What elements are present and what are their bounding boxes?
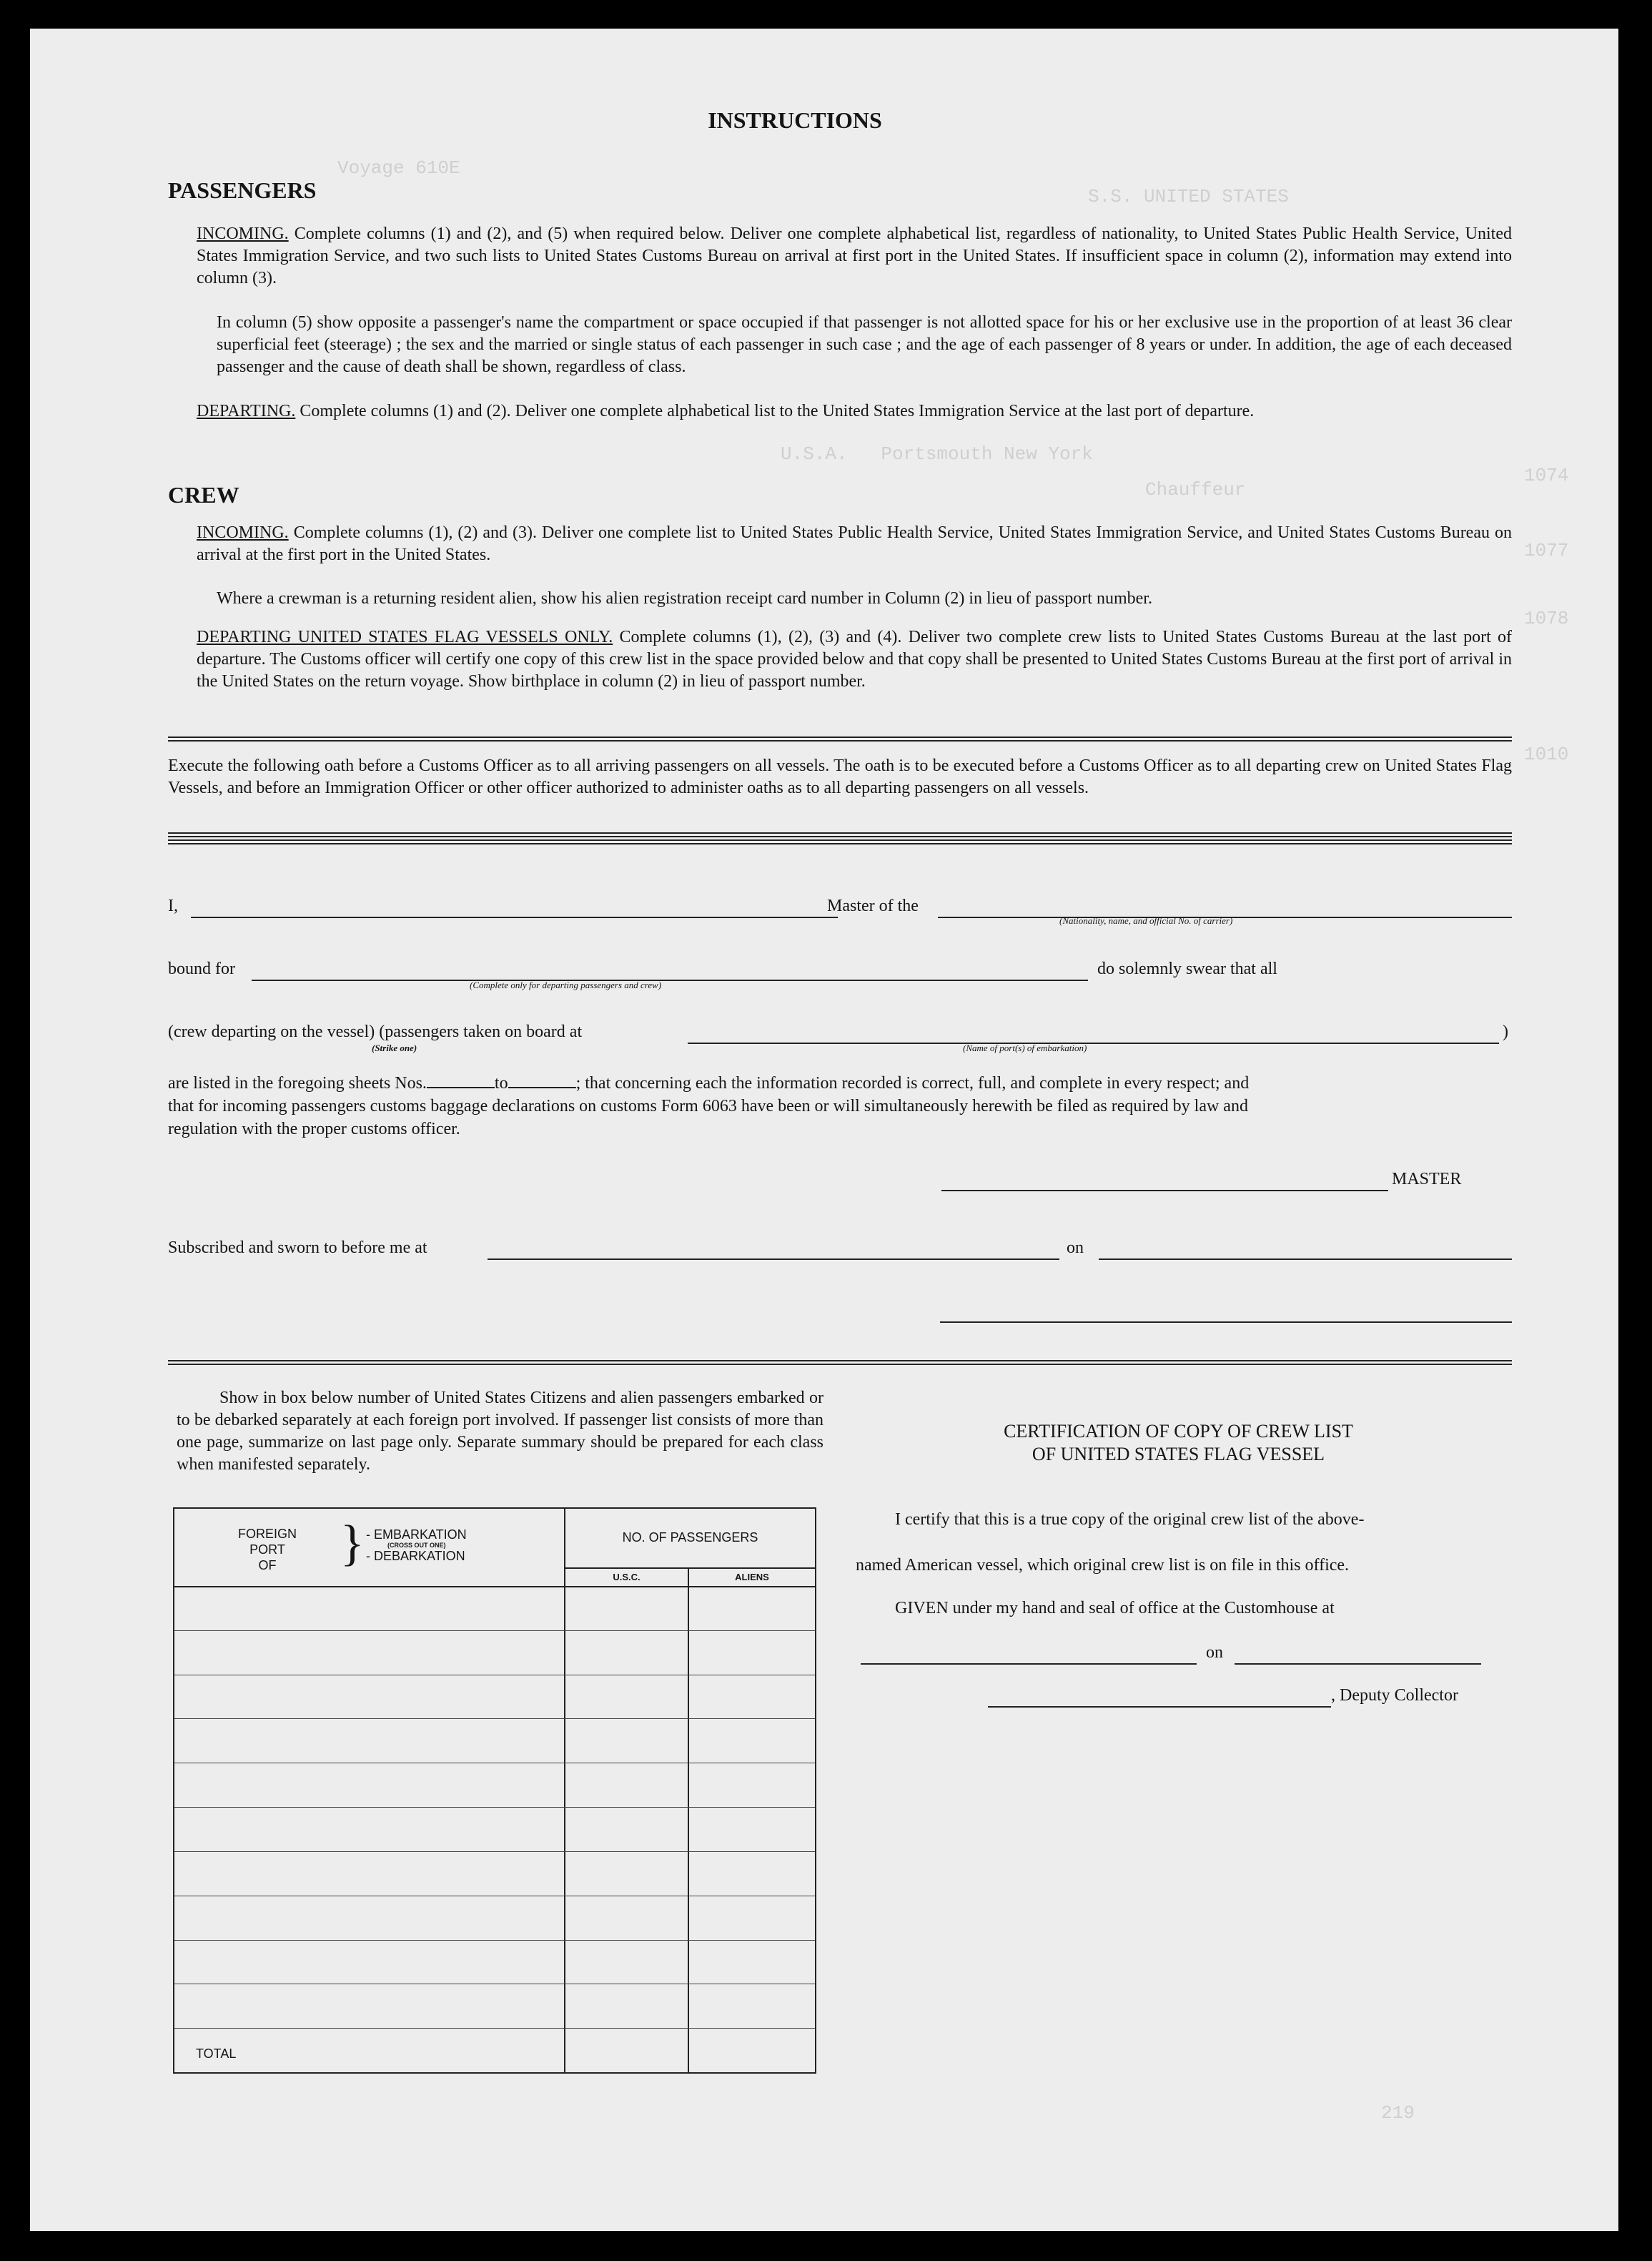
double-rule xyxy=(168,737,1512,742)
carrier-note: (Nationality, name, and official No. of carrier) xyxy=(1059,915,1233,926)
port-label xyxy=(210,1526,325,1573)
listed-line-3: regulation with the proper customs officer. xyxy=(168,1120,460,1138)
listed-correct-text: ; that concerning each the information recorded is correct, full, and complete in every respect; and xyxy=(575,1074,1250,1093)
certify-line-1: I certify that this is a true copy of the original crew list of the above- xyxy=(895,1510,1365,1529)
crew-heading: CREW xyxy=(168,482,239,508)
table-row-rule[interactable] xyxy=(174,1630,815,1631)
passengers-incoming-paragraph xyxy=(197,223,1512,290)
no-passengers-header: NO. OF PASSENGERS xyxy=(622,1530,758,1545)
listed-line-2: that for incoming passengers customs baggage declarations on customs Form 6063 have been or will simultaneously herewith be filed as required by law and xyxy=(168,1097,1248,1115)
bound-note: (Complete only for departing passengers and crew) xyxy=(470,980,662,990)
embark-label: - EMBARKATION xyxy=(366,1527,467,1542)
page-title: INSTRUCTIONS xyxy=(708,107,882,133)
double-rule xyxy=(168,839,1512,844)
deputy-signature-field[interactable] xyxy=(988,1706,1331,1708)
certification-title-line: CERTIFICATION OF COPY OF CREW LIST xyxy=(1004,1421,1353,1442)
table-row-rule[interactable] xyxy=(174,1851,815,1852)
crew-passengers-label: (crew departing on the vessel) (passengers taken on board at xyxy=(168,1023,583,1041)
passengers-departing-label: DEPARTING. xyxy=(197,402,296,420)
subscribed-on-label: on xyxy=(1067,1238,1084,1257)
passengers-column5-paragraph: In column (5) show opposite a passenger's name the compartment or space occupied if that passenger is not allotted space for his or her exclusive use in the proportion of at least 36 clear superficial feet (steerage) ; the sex and the married or single status of each passenger in such case ; and the age of each passenger of 8 years or under. In addition, the age of each deceased passenger and the cause of death shall be shown, regardless of class. xyxy=(217,313,1512,376)
passenger-summary-table xyxy=(173,1507,816,2074)
port-label-line: OF xyxy=(258,1558,277,1572)
certification-title-line: OF UNITED STATES FLAG VESSEL xyxy=(1032,1444,1325,1464)
subscribed-place-field[interactable] xyxy=(488,1258,1059,1260)
form-sheet xyxy=(30,29,1618,2231)
table-divider xyxy=(174,1586,815,1587)
sheet-to-field[interactable] xyxy=(508,1074,576,1088)
bound-for-field[interactable] xyxy=(252,980,1088,981)
table-row-rule[interactable] xyxy=(174,1940,815,1941)
passengers-incoming-text: Complete columns (1) and (2), and (5) when required below. Deliver one complete alphabetical list, regardless of nationality, to United States Public Health Service, United States Immigration Service, and two such lists to United States Customs Bureau on arrival at first port in the United States. If insufficient space in column (2), information may extend into column (3). xyxy=(197,225,1512,287)
i-label: I, xyxy=(168,897,178,915)
debark-label: - DEBARKATION xyxy=(366,1549,465,1563)
certification-title xyxy=(845,1420,1512,1466)
embarkation-ports-field[interactable] xyxy=(688,1043,1499,1044)
crew-incoming-paragraph xyxy=(197,522,1512,566)
master-label: MASTER xyxy=(1392,1170,1462,1188)
table-divider xyxy=(564,1509,565,2072)
subscribed-date-field[interactable] xyxy=(1099,1258,1512,1260)
master-signature-field[interactable] xyxy=(941,1190,1388,1191)
listed-label xyxy=(168,1074,1249,1093)
table-row-rule[interactable] xyxy=(174,1718,815,1719)
table-divider xyxy=(688,1567,689,2072)
crew-departing-text: Complete columns (1), (2), (3) and (4). Deliver two complete crew lists to United States Customs Bureau at the last port of departure. The Customs officer will certify one copy of this crew list in the space provided below and that copy shall be presented to United States Customs Bureau at the first port of arrival in the United States on the return voyage. Show birthplace in column (2) in lieu of passport number. xyxy=(197,628,1512,691)
port-label-line: PORT xyxy=(249,1542,285,1557)
bound-for-label: bound for xyxy=(168,960,235,978)
aliens-header: ALIENS xyxy=(735,1572,769,1582)
bleed-through-artifact: Chauffeur xyxy=(1145,479,1246,501)
table-row-rule[interactable] xyxy=(174,2028,815,2029)
bleed-through-artifact: 1078 xyxy=(1524,608,1569,629)
bleed-through-artifact: 219 xyxy=(1381,2102,1415,2124)
passengers-departing-text: Complete columns (1) and (2). Deliver one complete alphabetical list to the United States Immigration Service at the last port of departure. xyxy=(300,402,1255,420)
certify-line-3: GIVEN under my hand and seal of office at the Customhouse at xyxy=(895,1599,1335,1617)
bleed-through-artifact: 1010 xyxy=(1524,744,1569,765)
crew-departing-label: DEPARTING UNITED STATES FLAG VESSELS ONLY. xyxy=(197,628,613,646)
cross-out-note: (CROSS OUT ONE) xyxy=(387,1542,446,1549)
bleed-through-artifact: S.S. UNITED STATES xyxy=(1088,186,1289,207)
brace-symbol: } xyxy=(340,1516,365,1571)
table-divider xyxy=(565,1567,815,1569)
certify-line-2: named American vessel, which original crew list is on file in this office. xyxy=(856,1556,1350,1575)
passengers-heading: PASSENGERS xyxy=(168,177,317,203)
listed-sheets-label: are listed in the foregoing sheets Nos. xyxy=(168,1074,427,1093)
summary-instructions: Show in box below number of United States Citizens and alien passengers embarked or to be debarked separately at each foreign port involved. If passenger list consists of more than one page, summarize on last page only. Separate summary should be prepared for each class when manifested separately. xyxy=(177,1389,823,1474)
customhouse-field[interactable] xyxy=(861,1663,1197,1665)
double-rule xyxy=(168,832,1512,837)
bleed-through-artifact: U.S.A. Portsmouth New York xyxy=(781,443,1093,465)
subscribed-label: Subscribed and sworn to before me at xyxy=(168,1238,427,1257)
bleed-through-artifact: 1074 xyxy=(1524,465,1569,486)
master-of-label: Master of the xyxy=(827,897,919,915)
crew-incoming-text: Complete columns (1), (2) and (3). Deliver one complete list to United States Public Health Service, United States Immigration Service, and United States Customs Bureau on arrival at the first port in the United States. xyxy=(197,523,1512,564)
crew-incoming-label: INCOMING. xyxy=(197,523,289,542)
usc-header: U.S.C. xyxy=(613,1572,640,1582)
master-name-field[interactable] xyxy=(191,917,838,918)
listed-to-label: to xyxy=(494,1074,508,1093)
bleed-through-artifact: 1077 xyxy=(1524,540,1569,561)
table-row-rule[interactable] xyxy=(174,1807,815,1808)
close-paren: ) xyxy=(1503,1023,1508,1041)
crew-resident-paragraph: Where a crewman is a returning resident alien, show his alien registration receipt card number in Column (2) in lieu of passport number. xyxy=(217,589,1152,608)
strike-one-note: (Strike one) xyxy=(372,1043,417,1053)
bleed-through-artifact: Voyage 610E xyxy=(337,157,460,179)
ports-note: (Name of port(s) of embarkation) xyxy=(963,1043,1087,1053)
swear-label: do solemnly swear that all xyxy=(1097,960,1277,978)
deputy-collector-label: , Deputy Collector xyxy=(1331,1686,1458,1705)
passengers-departing-paragraph xyxy=(197,400,1512,423)
sheet-from-field[interactable] xyxy=(427,1074,495,1088)
crew-departing-paragraph xyxy=(197,626,1512,693)
double-rule xyxy=(168,1360,1512,1365)
port-label-line: FOREIGN xyxy=(237,1527,297,1541)
passengers-incoming-label: INCOMING. xyxy=(197,225,289,243)
total-label: TOTAL xyxy=(196,2046,237,2061)
certification-date-field[interactable] xyxy=(1235,1663,1481,1665)
certification-on-label: on xyxy=(1206,1643,1223,1662)
officer-signature-field[interactable] xyxy=(940,1321,1512,1323)
oath-instructions: Execute the following oath before a Customs Officer as to all arriving passengers on all vessels. The oath is to be executed before a Customs Officer as to all departing crew on United States Flag Vessels, and before an Immigration Officer or other officer authorized to administer oaths as to all departing passengers on all vessels. xyxy=(168,757,1512,797)
